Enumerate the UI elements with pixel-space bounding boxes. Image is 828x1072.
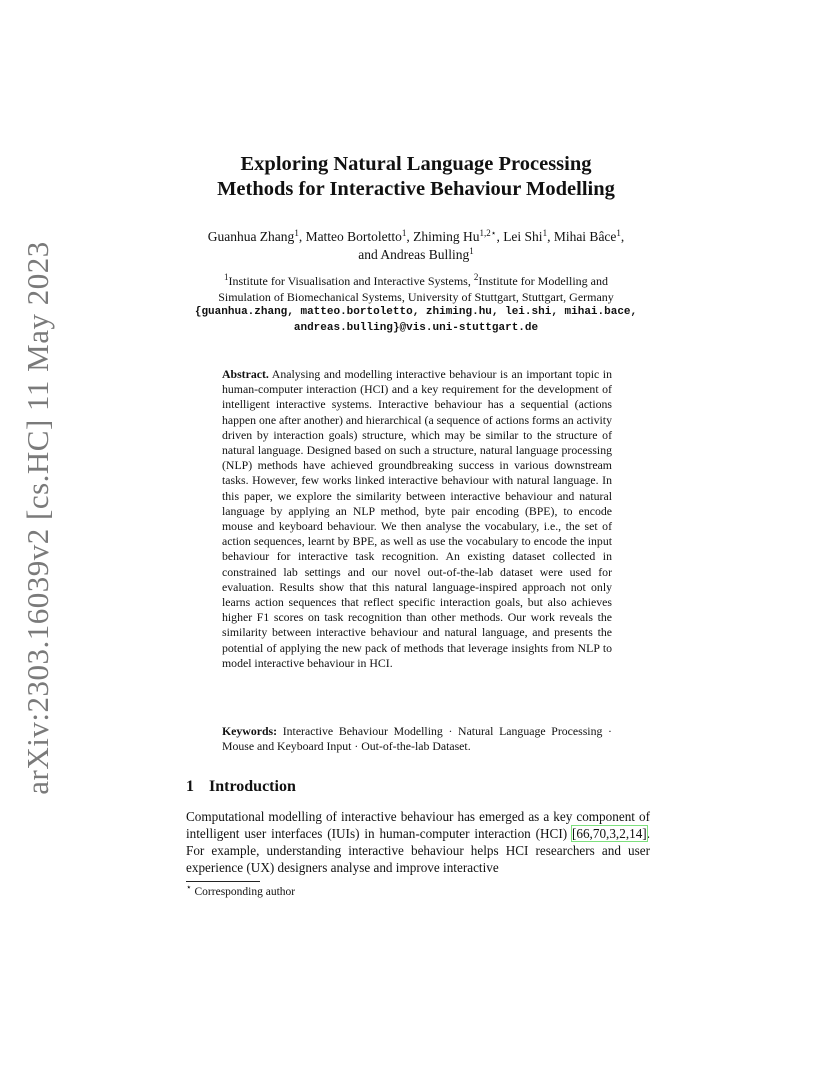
intro-text: . For example, understanding interactive behaviour helps HCI researchers and user experience (UX) designers analyse and improve interactive — [186, 826, 650, 875]
footnote-mark: ⋆ — [186, 882, 192, 892]
author-line-2 — [150, 246, 682, 264]
email-line-1: {guanhua.zhang, matteo.bortoletto, zhiming.hu, lei.shi, mihai.bace, — [194, 306, 638, 318]
affiliation-mark: 1 — [469, 246, 474, 256]
author-separator: , — [620, 229, 625, 244]
author-list — [150, 228, 682, 264]
affiliation-mark: 1 — [401, 228, 407, 238]
affiliation-mark: 1 — [616, 228, 621, 238]
abstract — [222, 367, 612, 671]
title-line-2: Methods for Interactive Behaviour Modelling — [217, 178, 615, 200]
section-heading — [186, 778, 296, 796]
affiliations — [150, 274, 682, 336]
affiliation-text: Institute for Visualisation and Interactive Systems, — [228, 274, 474, 288]
affiliation-mark: 2 — [473, 272, 479, 282]
affiliation-text: Institute for Modelling and — [478, 274, 608, 288]
keywords — [222, 724, 612, 754]
author-name: , Matteo Bortoletto — [298, 229, 402, 244]
affiliation-line-1 — [150, 274, 682, 290]
section-number: 1 — [186, 778, 194, 795]
footnote — [186, 882, 296, 898]
paper-title — [150, 152, 682, 202]
title-line-1: Exploring Natural Language Processing — [240, 153, 592, 175]
author-name: , Lei Shi — [496, 229, 543, 244]
abstract-label: Abstract. — [222, 367, 269, 381]
email-line-2: andreas.bulling}@vis.uni-stuttgart.de — [293, 321, 539, 334]
author-name: , Mihai Bâce — [547, 229, 617, 244]
keywords-label: Keywords: — [222, 724, 278, 738]
intro-paragraph — [186, 808, 650, 876]
citation-links[interactable]: [66,70,3,2,14] — [571, 826, 647, 841]
author-name: Guanhua Zhang — [207, 229, 295, 244]
affiliation-mark: 1,2⋆ — [479, 228, 497, 238]
affiliation-mark: 1 — [224, 272, 229, 282]
arxiv-identifier: arXiv:2303.16039v2 [cs.HC] 11 May 2023 — [20, 241, 55, 795]
footnote-text: Corresponding author — [191, 886, 296, 898]
author-name: and Andreas Bulling — [358, 247, 470, 262]
affiliation-line-2: Simulation of Biomechanical Systems, University of Stuttgart, Stuttgart, Germany — [218, 289, 614, 304]
affiliation-mark: 1 — [294, 228, 299, 238]
intro-text: Computational modelling of interactive behaviour has emerged as a key component of intelligent user interfaces (IUIs) in human-computer interaction (HCI) — [186, 809, 650, 841]
affiliation-mark: 1 — [542, 228, 548, 238]
keywords-text: Interactive Behaviour Modelling · Natural Language Processing · Mouse and Keyboard Input · Out-of-the-lab Dataset. — [222, 724, 612, 754]
footnote-rule — [186, 881, 260, 882]
author-line-1 — [150, 228, 682, 246]
author-name: , Zhiming Hu — [406, 229, 480, 244]
abstract-text: Analysing and modelling interactive behaviour is an important topic in human-computer interaction (HCI) and a key requirement for the development of intelligent interactive systems. Interactive behaviour has a sequential (actions happen one after another) and hierarchical (a sequence of actions forms an activity driven by interaction goals) structure, which may be similar to the structure of natural language. Designed based on such a structure, natural language processing (NLP) methods have achieved groundbreaking success in various downstream tasks. However, few works linked interactive behaviour with natural language. In this paper, we explore the similarity between interactive behaviour and natural language by applying an NLP method, byte pair encoding (BPE), to encode mouse and keyboard behaviour. We then analyse the vocabulary, i.e., the set of action sequences, learnt by BPE, as well as use the vocabulary to encode the input behaviour for interactive task recognition. An existing dataset collected in constrained lab settings and our novel out-of-the-lab dataset were used for evaluation. Results show that this natural language-inspired approach not only learns action sequences that reflect specific interaction goals, but also achieves higher F1 scores on task recognition than other methods. Our work reveals the similarity between interactive behaviour and natural language, and presents the potential of applying the new pack of methods that leverage insights from NLP to model interactive behaviour in HCI. — [222, 367, 612, 670]
section-title: Introduction — [209, 778, 296, 795]
